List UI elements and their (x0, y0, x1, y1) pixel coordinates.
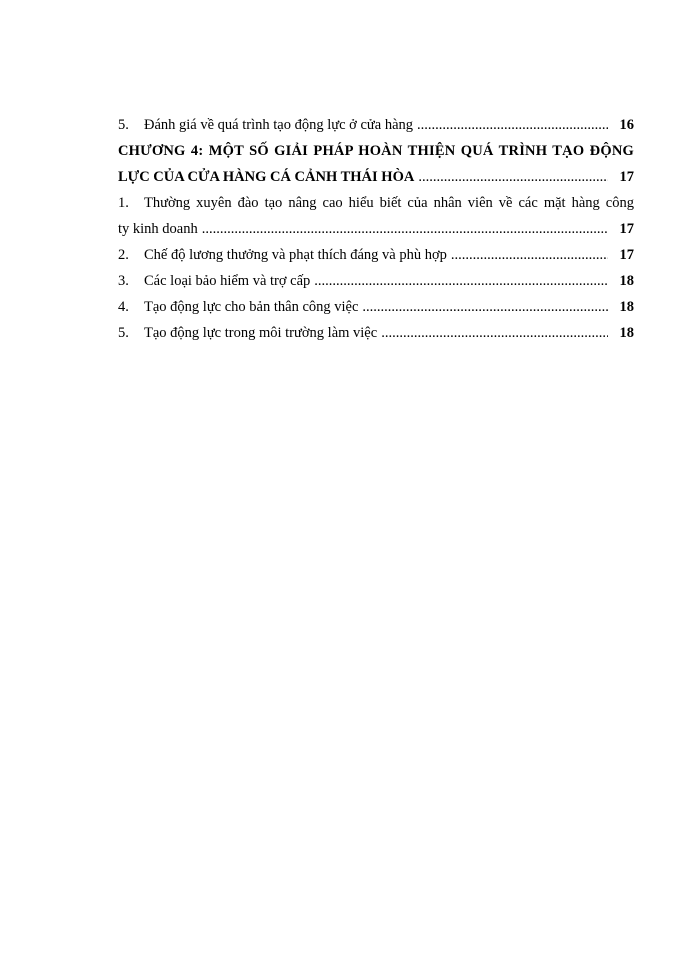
table-of-contents (118, 112, 634, 346)
toc-entry-number: 5. (118, 117, 129, 133)
chapter-title-line-1: CHƯƠNG 4: MỘT SỐ GIẢI PHÁP HOÀN THIỆN QUÁ TRÌNH TẠO ĐỘNG (118, 143, 634, 159)
toc-entry-title: Chế độ lương thưởng và phạt thích đáng và phù hợp (144, 247, 447, 263)
toc-entry-title: Tạo động lực trong môi trường làm việc (144, 325, 378, 341)
toc-entry-page: 17 (619, 247, 634, 263)
toc-entry-title: Tạo động lực cho bản thân công việc (144, 299, 359, 315)
toc-chapter-page: 17 (619, 169, 634, 185)
toc-entry-page: 16 (619, 117, 634, 133)
dot-leader (381, 320, 608, 346)
dot-leader (418, 164, 608, 190)
toc-entry-training[interactable] (118, 190, 634, 242)
toc-entry-page: 18 (619, 325, 634, 341)
toc-entry-salary[interactable] (118, 242, 634, 268)
toc-entry-work-environment[interactable] (118, 320, 634, 346)
toc-entry-insurance[interactable] (118, 268, 634, 294)
dot-leader (314, 268, 608, 294)
chapter-title-line-2: LỰC CỦA CỬA HÀNG CÁ CẢNH THÁI HÒA (118, 169, 415, 185)
dot-leader (417, 112, 608, 138)
toc-entry-title: Thường xuyên đào tạo nâng cao hiểu biết của nhân viên về các mặt hàng công (144, 195, 634, 211)
toc-entry-number: 3. (118, 273, 129, 289)
dot-leader (362, 294, 608, 320)
toc-entry-number: 2. (118, 247, 129, 263)
toc-entry-number: 4. (118, 299, 129, 315)
toc-entry-title-continued: ty kinh doanh (118, 221, 198, 237)
toc-entry-page: 18 (619, 299, 634, 315)
toc-entry-title: Đánh giá về quá trình tạo động lực ở cửa hàng (144, 117, 414, 133)
toc-entry-number: 1. (118, 195, 129, 211)
toc-chapter-4[interactable] (118, 138, 634, 190)
dot-leader (451, 242, 608, 268)
toc-entry-line-1 (118, 190, 634, 216)
toc-entry-job-motivation[interactable] (118, 294, 634, 320)
toc-entry-quality-assessment[interactable] (118, 112, 634, 138)
dot-leader (202, 216, 608, 242)
toc-entry-page: 17 (619, 221, 634, 237)
toc-entry-title: Các loại bảo hiểm và trợ cấp (144, 273, 311, 289)
toc-entry-page: 18 (619, 273, 634, 289)
toc-entry-number: 5. (118, 325, 129, 341)
